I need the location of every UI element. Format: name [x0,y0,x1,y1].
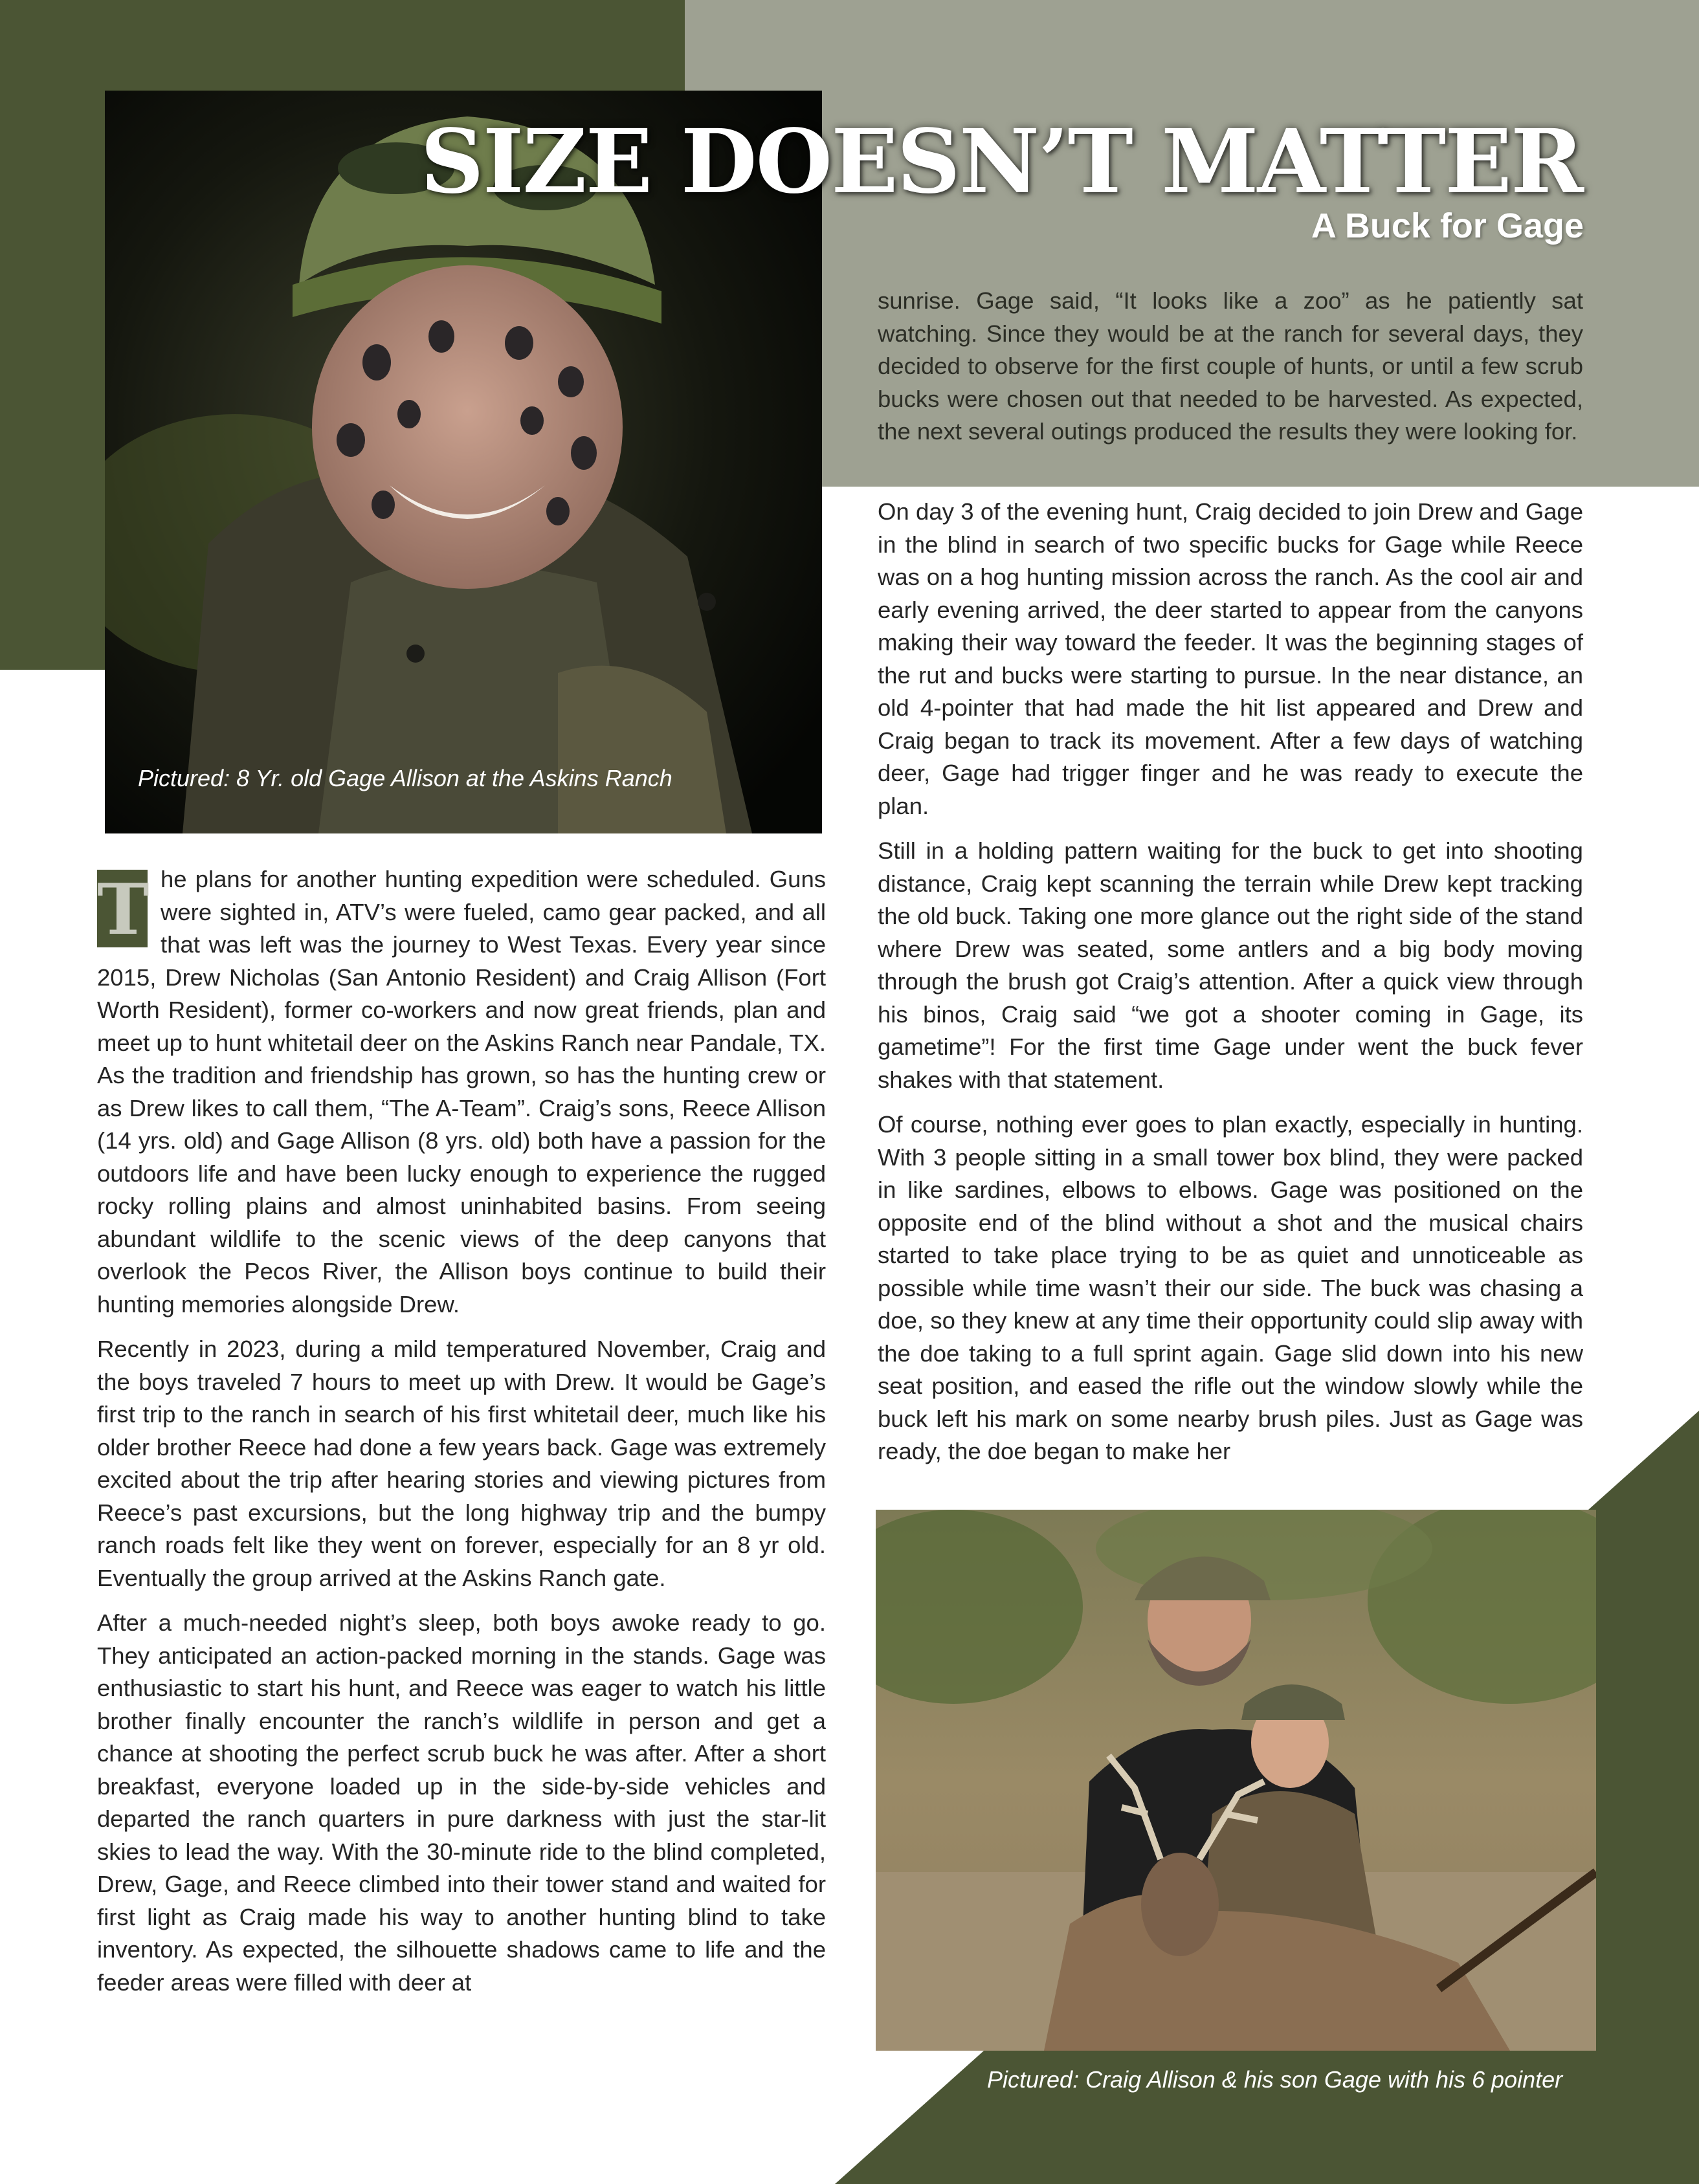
paragraph-text: he plans for another hunting expedition were scheduled. Guns were sighted in, ATV’s were fueled, camo gear packed, and all that was left was the journey to West Texas. Every year since 2015, Drew Nicholas (San Antonio Resident) and Craig Allison (Fort Worth Resident), former co-workers and now great friends, plan and meet up to hunt whitetail deer on the Askins Ranch near Pandale, TX. As the tradition and friendship has grown, so has the hunting crew or as Drew likes to call them, “The A-Team”. Craig’s sons, Reece Allison (14 yrs. old) and Gage Allison (8 yrs. old) both have a passion for the outdoors life and have been lucky enough to experience the rugged rocky rolling plains and almost uninhabited basins. From seeing abundant wildlife to the scenic views of the deep canyons that overlook the Pecos River, the Allison boys continue to build their hunting memories alongside Drew. [97,866,826,1318]
paragraph: On day 3 of the evening hunt, Craig decided to join Drew and Gage in the blind in search of two specific bucks for Gage while Reece was on a hog hunting mission across the ranch. As the cool air and early evening arrived, the deer started to appear from the canyons making their way toward the feeder. It was the beginning stages of the rut and bucks were starting to pursue. In the near distance, an old 4-pointer that had made the hit list appeared and Drew and Craig began to track its movement. After a few days of watching deer, Gage had trigger finger and he was ready to execute the plan. [878,498,1583,819]
article-subtitle: A Buck for Gage [1311,206,1584,245]
article-title: SIZE DOESN’T MATTER [420,110,1582,214]
paragraph: Still in a holding pattern waiting for the buck to get into shooting distance, Craig kept scanning the terrain while Drew kept tracking the old buck. Taking one more glance out the right side of the stand where Drew was seated, some antlers and a big body moving through the brush got Craig’s attention. After a quick view through his binos, Craig said “we got a shooter coming in Gage, its gametime”! For the first time Gage under went the buck fever shakes with that statement. [878,837,1583,1093]
paragraph: sunrise. Gage said, “It looks like a zoo” as he patiently sat watching. Since they would be at the ranch for several days, they decided to observe for the first couple of hunts, or until a few scrub bucks were chosen out that needed to be harvested. As expected, the next several outings produced the results they were looking for. [878,287,1583,445]
paragraph: After a much-needed night’s sleep, both boys awoke ready to go. They anticipated an action-packed morning in the stands. Gage was enthusiastic to start his hunt, and Reece was eager to watch his little brother finally encounter the ranch’s wildlife in person and get a chance at shooting the perfect scrub buck he was after. After a short breakfast, everyone loaded up in the side-by-side vehicles and departed the ranch quarters in pure darkness with just the star-lit skies to lead the way. With the 30-minute ride to the blind completed, Drew, Gage, and Reece climbed into their tower stand and waited for first light as Craig made his way to another hunting blind to take inventory. As expected, the silhouette shadows came to life and the feeder areas were filled with deer at [97,1609,826,1996]
photo-father-son-buck [876,1510,1596,2051]
drop-cap: T [97,869,150,951]
article-column-right-top [878,285,1583,461]
photo-caption-top: Pictured: 8 Yr. old Gage Allison at the Askins Ranch [138,765,672,791]
paragraph [97,863,826,1321]
article-column-right [878,496,1583,1481]
paragraph: Of course, nothing ever goes to plan exactly, especially in hunting. With 3 people sitting in a small tower box blind, they were packed in like sardines, elbows to elbows. Gage was positioned on the opposite end of the blind without a shot and the musical chairs started to take place trying to be as quiet and unnoticeable as possible while time wasn’t their our side. The buck was chasing a doe, so they knew at any time their opportunity could slip away with the doe taking to a full sprint again. Gage slid down into his new seat position, and eased the rifle out the window slowly while the buck left his mark on some nearby brush piles. Just as Gage was ready, the doe began to make her [878,1111,1583,1464]
photo-caption-bottom: Pictured: Craig Allison & his son Gage with his 6 pointer [987,2066,1563,2093]
paragraph: Recently in 2023, during a mild temperatured November, Craig and the boys traveled 7 hours to meet up with Drew. It would be Gage’s first trip to the ranch in search of his first whitetail deer, much like his older brother Reece had done a few years back. Gage was extremely excited about the trip after hearing stories and viewing pictures from Reece’s past excursions, but the long highway trip and the bumpy ranch roads felt like they went on forever, especially for an 8 yr old. Eventually the group arrived at the Askins Ranch gate. [97,1336,826,1591]
article-column-left [97,863,826,2011]
